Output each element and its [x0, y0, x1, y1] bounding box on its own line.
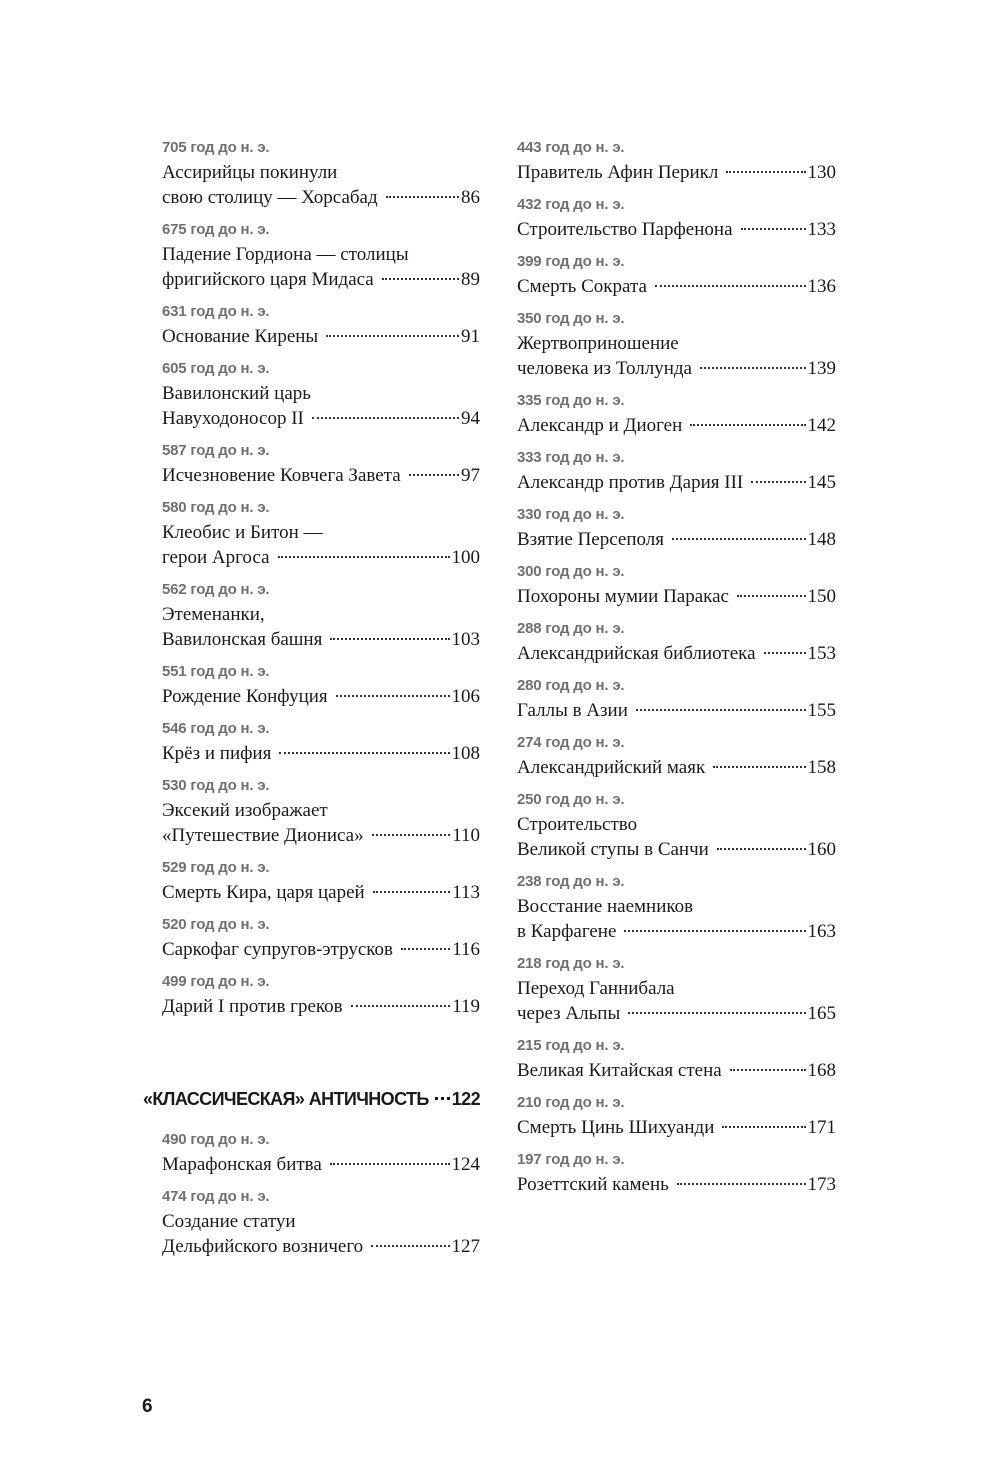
leader-dots: [382, 278, 459, 280]
leader-dots: [386, 196, 459, 198]
entry-title-row: [517, 698, 836, 723]
leader-dots: [677, 1183, 806, 1185]
entry-year: 215 год до н. э.: [517, 1037, 625, 1054]
entry-title-row: [162, 937, 480, 962]
entry-title: Марафонская битва: [162, 1154, 322, 1175]
toc-entry: [162, 913, 480, 962]
toc-entry: [162, 660, 480, 709]
entry-page: 150: [807, 586, 836, 607]
entry-title-row: [162, 994, 480, 1019]
entry-title: Рождение Конфуция: [162, 686, 328, 707]
entry-year: 520 год до н. э.: [162, 916, 270, 933]
entry-year: 605 год до н. э.: [162, 360, 270, 377]
entry-title: Правитель Афин Перикл: [517, 162, 719, 183]
entry-title: Великая Китайская стена: [517, 1060, 722, 1081]
entry-year: 546 год до н. э.: [162, 720, 270, 737]
toc-entry: [517, 560, 836, 609]
entry-page: 139: [807, 358, 836, 379]
entry-page: 91: [461, 326, 480, 347]
entry-title-row: [517, 837, 836, 862]
toc-entry: [162, 439, 480, 488]
entry-title: Великой ступы в Санчи: [517, 839, 709, 860]
entry-title-line: Вавилонский царь: [162, 383, 311, 404]
leader-dots: [330, 1163, 450, 1165]
entry-title: Исчезновение Ковчега Завета: [162, 465, 401, 486]
toc-entry: [162, 1185, 480, 1259]
entry-title-row: [517, 413, 836, 438]
entry-page: 113: [452, 882, 480, 903]
entry-title-line: Эксекий изображает: [162, 800, 328, 821]
leader-dots: [409, 474, 459, 476]
entry-title: человека из Толлунда: [517, 358, 692, 379]
leader-dots: [672, 538, 806, 540]
entry-title: Взятие Персеполя: [517, 529, 664, 550]
entry-year: 551 год до н. э.: [162, 663, 270, 680]
toc-entry: [517, 674, 836, 723]
entry-title-row: [517, 470, 836, 495]
entry-page: 155: [807, 700, 836, 721]
toc-entry: [162, 578, 480, 652]
entry-page: 108: [451, 743, 480, 764]
toc-entry: [162, 357, 480, 431]
toc-entry: [517, 250, 836, 299]
entry-year: 529 год до н. э.: [162, 859, 270, 876]
entry-title-row: [517, 1115, 836, 1140]
leader-dots: [730, 1069, 806, 1071]
leader-dots: [741, 228, 806, 230]
entry-title: Дельфийского возничего: [162, 1236, 364, 1257]
toc-entry: [517, 870, 836, 944]
toc-entry: [162, 856, 480, 905]
section-page: 122: [451, 1089, 480, 1109]
leader-dots: [737, 595, 806, 597]
entry-title-row: [517, 919, 836, 944]
entry-page: 124: [451, 1154, 480, 1175]
entry-title: Смерть Кира, царя царей: [162, 882, 365, 903]
entry-title-line: Жертвоприношение: [517, 333, 679, 354]
toc-entry: [517, 617, 836, 666]
entry-year: 300 год до н. э.: [517, 563, 625, 580]
entry-year: 530 год до н. э.: [162, 777, 270, 794]
entry-title-row: [517, 1058, 836, 1083]
toc-entry: [517, 952, 836, 1026]
toc-entry: [162, 496, 480, 570]
entry-page: 116: [452, 939, 480, 960]
entry-title-row: [517, 160, 836, 185]
entry-title: Александрийский маяк: [517, 757, 706, 778]
entry-page: 119: [452, 996, 480, 1017]
leader-dots: [336, 695, 450, 697]
entry-page: 103: [451, 629, 480, 650]
entry-year: 333 год до н. э.: [517, 449, 625, 466]
entry-title-row: [517, 527, 836, 552]
leader-dots: [371, 1245, 449, 1247]
entry-page: 142: [807, 415, 836, 436]
entry-title-row: [517, 1172, 836, 1197]
toc-entry: [162, 300, 480, 349]
entry-title-line: Восстание наемников: [517, 896, 694, 917]
entry-page: 86: [461, 187, 480, 208]
entry-title: Смерть Сократа: [517, 276, 647, 297]
entry-title-row: [517, 1001, 836, 1026]
entry-year: 432 год до н. э.: [517, 196, 625, 213]
entry-title-line: Этеменанки,: [162, 604, 265, 625]
entry-page: 153: [807, 643, 836, 664]
entry-title-row: [517, 217, 836, 242]
entry-title: Крёз и пифия: [162, 743, 272, 764]
entry-page: 158: [807, 757, 836, 778]
entry-title-line: Строительство: [517, 814, 638, 835]
entry-title-row: [162, 823, 480, 848]
entry-year: 399 год до н. э.: [517, 253, 625, 270]
entry-year: 705 год до н. э.: [162, 139, 270, 156]
toc-entry: [162, 136, 480, 210]
entry-title-row: [517, 641, 836, 666]
toc-entry: [517, 389, 836, 438]
entry-year: 274 год до н. э.: [517, 734, 625, 751]
entry-year: 197 год до н. э.: [517, 1151, 625, 1168]
entry-page: 160: [807, 839, 836, 860]
entry-title: Навуходоносор II: [162, 408, 304, 429]
entry-year: 330 год до н. э.: [517, 506, 625, 523]
entry-title: герои Аргоса: [162, 547, 270, 568]
entry-year: 250 год до н. э.: [517, 791, 625, 808]
entry-title-row: [162, 545, 480, 570]
leader-dots: [330, 638, 449, 640]
entry-year: 499 год до н. э.: [162, 973, 270, 990]
entry-title: в Карфагене: [517, 921, 617, 942]
entry-title-row: [162, 1234, 480, 1259]
entry-year: 288 год до н. э.: [517, 620, 625, 637]
leader-dots: [373, 891, 451, 893]
entry-year: 474 год до н. э.: [162, 1188, 270, 1205]
entry-title-row: [162, 324, 480, 349]
leader-dots: [326, 335, 459, 337]
entry-title-row: [162, 741, 480, 766]
toc-entry: [162, 774, 480, 848]
entry-title-row: [162, 267, 480, 292]
entry-page: 173: [807, 1174, 836, 1195]
entry-year: 631 год до н. э.: [162, 303, 270, 320]
entry-title-row: [162, 880, 480, 905]
entry-title-row: [517, 356, 836, 381]
entry-title: Вавилонская башня: [162, 629, 323, 650]
entry-page: 136: [807, 276, 836, 297]
entry-title-line: Переход Ганнибала: [517, 978, 675, 999]
entry-title-row: [162, 185, 480, 210]
entry-page: 133: [807, 219, 836, 240]
entry-year: 443 год до н. э.: [517, 139, 625, 156]
entry-title: Саркофаг супругов-этрусков: [162, 939, 393, 960]
toc-entry: [517, 788, 836, 862]
section-heading: [143, 1086, 480, 1112]
entry-title-line: Ассирийцы покинули: [162, 162, 338, 183]
toc-entry: [517, 446, 836, 495]
entry-title: «Путешествие Диониса»: [162, 825, 364, 846]
leader-dots: [764, 652, 806, 654]
entry-page: 100: [451, 547, 480, 568]
leader-dots: [690, 424, 805, 426]
entry-year: 280 год до н. э.: [517, 677, 625, 694]
leader-dots: [700, 367, 806, 369]
toc-column-right: [517, 136, 836, 1205]
entry-year: 580 год до н. э.: [162, 499, 270, 516]
entry-title-row: [517, 755, 836, 780]
entry-title-row: [162, 684, 480, 709]
entry-title-row: [517, 274, 836, 299]
leader-dots: [372, 834, 451, 836]
entry-year: 335 год до н. э.: [517, 392, 625, 409]
section-leader-dots: [435, 1097, 450, 1100]
toc-entry: [162, 218, 480, 292]
entry-title-row: [517, 584, 836, 609]
entry-page: 130: [807, 162, 836, 183]
entry-page: 163: [807, 921, 836, 942]
entry-title-line: Падение Гордиона — столицы: [162, 244, 409, 265]
entry-title: Александрийская библиотека: [517, 643, 756, 664]
toc-entry: [162, 970, 480, 1019]
toc-entry: [517, 136, 836, 185]
entry-title: Дарий I против греков: [162, 996, 343, 1017]
entry-title-row: [162, 1152, 480, 1177]
entry-page: 145: [807, 472, 836, 493]
entry-page: 106: [451, 686, 480, 707]
entry-title: Основание Кирены: [162, 326, 319, 347]
leader-dots: [401, 948, 450, 950]
leader-dots: [726, 171, 805, 173]
entry-title: свою столицу — Хорсабад: [162, 187, 378, 208]
leader-dots: [278, 556, 450, 558]
entry-title-row: [162, 627, 480, 652]
entry-title: Александр и Диоген: [517, 415, 683, 436]
entry-title-line: Клеобис и Битон —: [162, 522, 323, 543]
toc-entry: [517, 503, 836, 552]
entry-title: Розеттский камень: [517, 1174, 669, 1195]
leader-dots: [636, 709, 806, 711]
toc-entry: [162, 1128, 480, 1177]
entry-page: 148: [807, 529, 836, 550]
entry-title: Похороны мумии Паракас: [517, 586, 729, 607]
entry-page: 171: [807, 1117, 836, 1138]
page-number: 6: [142, 1396, 153, 1417]
entry-title-row: [162, 406, 480, 431]
leader-dots: [751, 481, 805, 483]
entry-title-row: [162, 463, 480, 488]
toc-entry: [517, 193, 836, 242]
toc-entry: [517, 307, 836, 381]
leader-dots: [628, 1012, 805, 1014]
entry-page: 89: [461, 269, 480, 290]
section-title: «КЛАССИЧЕСКАЯ» АНТИЧНОСТЬ: [143, 1089, 429, 1109]
entry-title: Галлы в Азии: [517, 700, 628, 721]
entry-year: 350 год до н. э.: [517, 310, 625, 327]
toc-column-left: [162, 136, 480, 1027]
entry-title: Строительство Парфенона: [517, 219, 733, 240]
entry-page: 110: [452, 825, 480, 846]
entry-year: 490 год до н. э.: [162, 1131, 270, 1148]
leader-dots: [351, 1005, 451, 1007]
toc-entry: [517, 1148, 836, 1197]
entry-title: через Альпы: [517, 1003, 621, 1024]
leader-dots: [312, 417, 459, 419]
leader-dots: [655, 285, 806, 287]
toc-entry: [517, 731, 836, 780]
entry-year: 562 год до н. э.: [162, 581, 270, 598]
entry-page: 165: [807, 1003, 836, 1024]
entry-year: 587 год до н. э.: [162, 442, 270, 459]
entry-year: 238 год до н. э.: [517, 873, 625, 890]
entry-page: 127: [451, 1236, 480, 1257]
toc-entry: [162, 717, 480, 766]
entry-page: 168: [807, 1060, 836, 1081]
entry-year: 210 год до н. э.: [517, 1094, 625, 1111]
leader-dots: [624, 930, 805, 932]
leader-dots: [717, 848, 806, 850]
entry-page: 94: [461, 408, 480, 429]
entry-title: фригийского царя Мидаса: [162, 269, 374, 290]
entry-title: Смерть Цинь Шихуанди: [517, 1117, 715, 1138]
entry-title-line: Создание статуи: [162, 1211, 296, 1232]
entry-year: 218 год до н. э.: [517, 955, 625, 972]
leader-dots: [722, 1126, 805, 1128]
entry-page: 97: [461, 465, 480, 486]
leader-dots: [713, 766, 805, 768]
toc-entry: [517, 1034, 836, 1083]
leader-dots: [279, 752, 449, 754]
toc-entry: [517, 1091, 836, 1140]
toc-column-left-section: [162, 1128, 480, 1267]
entry-year: 675 год до н. э.: [162, 221, 270, 238]
entry-title: Александр против Дария III: [517, 472, 744, 493]
